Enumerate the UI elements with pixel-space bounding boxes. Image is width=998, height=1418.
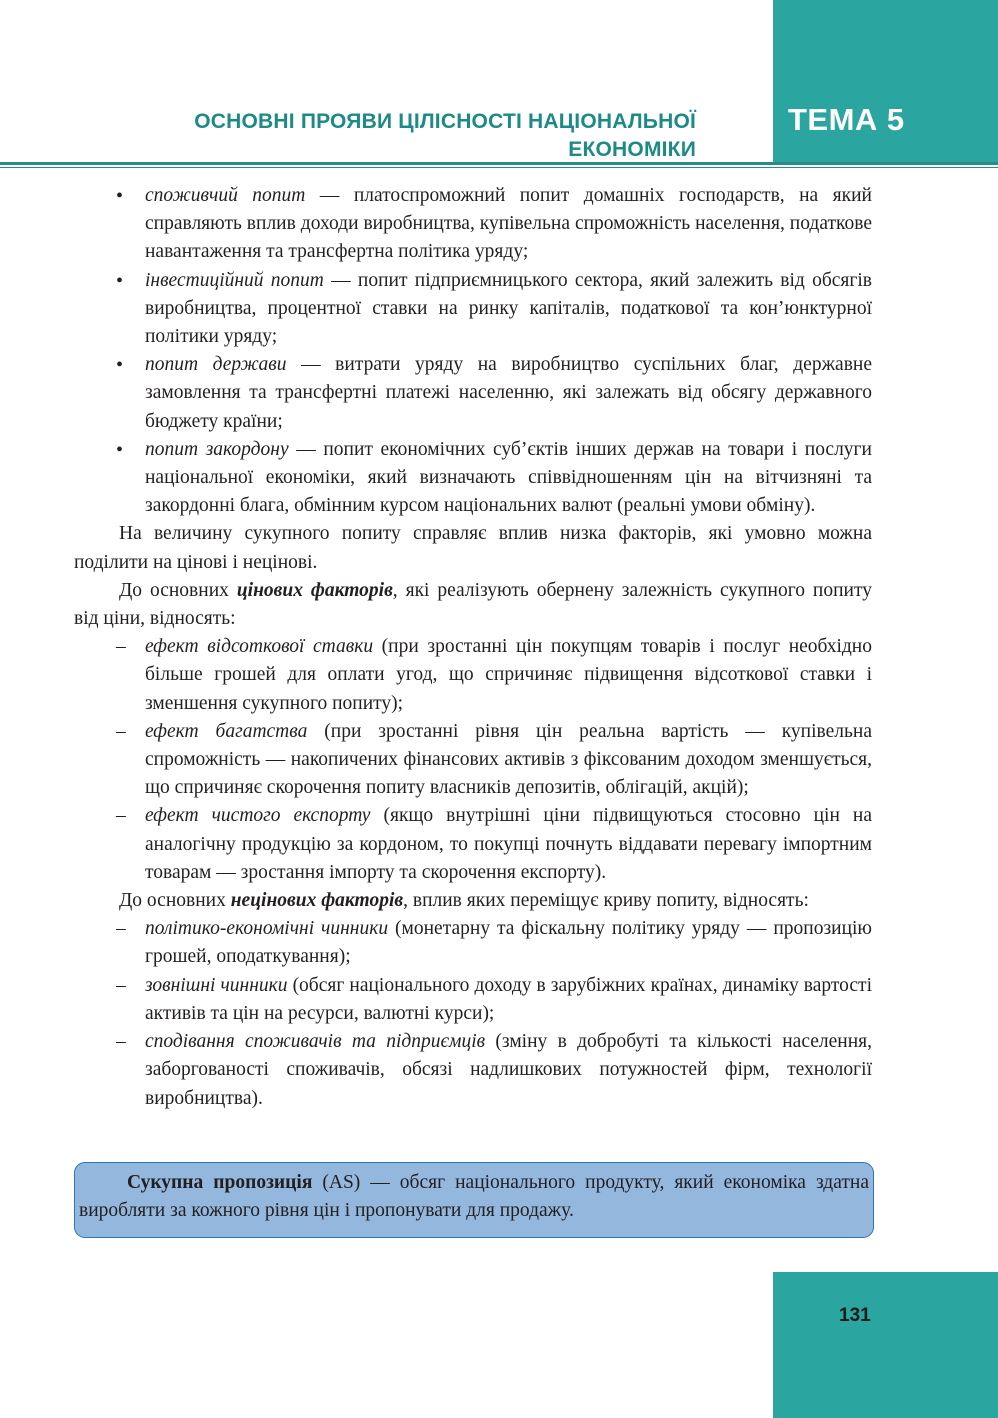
header-rule-thin xyxy=(0,167,998,168)
list-item-text: — витрати уряду на виробництво суспільних благ, державне замовлення та трансфертні платежі населенню, які залежать від обсягу державного бюджету країни; xyxy=(145,354,872,432)
header-rule xyxy=(0,162,998,165)
paragraph-text: До основних xyxy=(119,890,231,912)
definition-body: (AS) — обсяг національного продукту, який економіка здатна виробляти за кожного рівня цін і пропонувати для продажу. xyxy=(79,1172,869,1222)
theme-label: ТЕМА 5 xyxy=(788,102,905,137)
bullet-marker: • xyxy=(116,185,124,207)
list-item xyxy=(74,633,872,718)
list-item xyxy=(74,802,872,887)
list-item-term: зовнішні чинники xyxy=(145,974,288,996)
dash-marker: – xyxy=(116,805,126,827)
list-item-term: споживчий попит xyxy=(145,185,306,206)
list-item xyxy=(74,182,872,267)
list-item xyxy=(74,1028,872,1113)
list-item-text: — попит підприємницького сектора, який залежить від обсягів виробництва, процентної ставки на ринку капіталів, податкової та кон’юнктурної політики уряду; xyxy=(145,269,872,348)
definition-text xyxy=(79,1169,869,1225)
list-item-term: сподівання споживачів та підприємців xyxy=(145,1031,486,1053)
page-number-tab xyxy=(773,1272,998,1418)
list-item xyxy=(74,718,872,803)
list-item-text: (при зростанні цін покупцям товарів і послуг необхідно більше грошей для оплати угод, що спричиняє підвищення відсоткової ставки і зменшення сукупного попиту); xyxy=(145,636,872,714)
list-item-text: — попит економічних суб’єктів інших держав на товари і послуги національної економіки, який визначають співвідношенням цін на вітчизняні та закордонні блага, обмінним курсом національних валют (реальні умови обміну). xyxy=(145,438,872,517)
dash-marker: – xyxy=(116,918,126,940)
chapter-title xyxy=(76,108,696,164)
list-item xyxy=(74,915,872,971)
list-item-text: (при зростанні рівня цін реальна вартість — купівельна спроможність — накопичених фінансових активів з фіксованим доходом зменшується, що спричиняє скорочення попиту власників депозитів, облігацій, акцій); xyxy=(145,720,872,799)
chapter-title-line1: ОСНОВНІ ПРОЯВИ ЦІЛІСНОСТІ НАЦІОНАЛЬНОЇ xyxy=(194,110,696,133)
bullet-marker: • xyxy=(116,354,124,377)
list-item-term: ефект відсоткової ставки xyxy=(145,636,374,658)
page-content xyxy=(74,182,872,1113)
list-item-term: попит держави xyxy=(145,354,287,376)
dash-marker: – xyxy=(116,636,126,658)
paragraph-text: , які реалізують обернену залежність сукупного попиту від ціни, відносять: xyxy=(74,579,872,630)
list-item-text: (монетарну та фіскальну політику уряду — пропозицію грошей, оподаткування); xyxy=(145,918,873,968)
list-item-term: ефект чистого експорту xyxy=(145,805,371,827)
price-factors-term: цінових факторів xyxy=(236,579,393,601)
paragraph-factors-intro: На величину сукупного попиту справляє вплив низка факторів, які умовно можна поділити на цінові і нецінові. xyxy=(74,523,872,573)
dash-marker: – xyxy=(116,1031,126,1053)
definition-box xyxy=(74,1162,874,1238)
nonprice-factors-term: нецінових факторів xyxy=(230,890,404,912)
bullet-marker: • xyxy=(116,438,124,461)
list-item-term: попит закордону xyxy=(145,438,289,460)
paragraph-nonprice-factors xyxy=(74,887,872,915)
page-number: 131 xyxy=(839,1305,871,1326)
list-item xyxy=(74,972,872,1028)
paragraph-text: До основних xyxy=(119,579,237,601)
list-item xyxy=(74,436,872,521)
paragraph-text: , вплив яких переміщує криву попиту, відносять: xyxy=(403,890,809,912)
list-item-text: — платоспроможний попит домашніх господарств, на який справляють вплив доходи виробництва, купівельна спроможність населення, податкове навантаження та трансфертна політика уряду; xyxy=(145,185,872,263)
paragraph-price-factors xyxy=(74,577,872,633)
dash-marker: – xyxy=(116,974,126,996)
list-item-term: політико-економічні чинники xyxy=(145,918,389,940)
bullet-marker: • xyxy=(116,269,124,292)
list-item-term: ефект багатства xyxy=(145,720,308,742)
list-item-text: (зміну в добробуті та кількості населення, заборгованості споживачів, обсязі надлишкових потужностей фірм, технології виробництва). xyxy=(145,1031,872,1109)
list-item xyxy=(74,351,872,436)
list-item-text: (обсяг національного доходу в зарубіжних країнах, динаміку вартості активів та цін на ресурси, валютні курси); xyxy=(145,974,872,1024)
chapter-title-line2: ЕКОНОМІКИ xyxy=(568,138,696,161)
list-item-term: інвестиційний попит xyxy=(145,269,324,291)
definition-term: Сукупна пропозиція xyxy=(127,1172,313,1193)
list-item xyxy=(74,267,872,352)
list-item-text: (якщо внутрішні ціни підвищуються стосовно цін на аналогічну продукцію за кордоном, то покупці почнуть віддавати перевагу імпортним товарам — зростання імпорту та скорочення експорту). xyxy=(145,805,872,883)
dash-marker: – xyxy=(116,720,126,742)
